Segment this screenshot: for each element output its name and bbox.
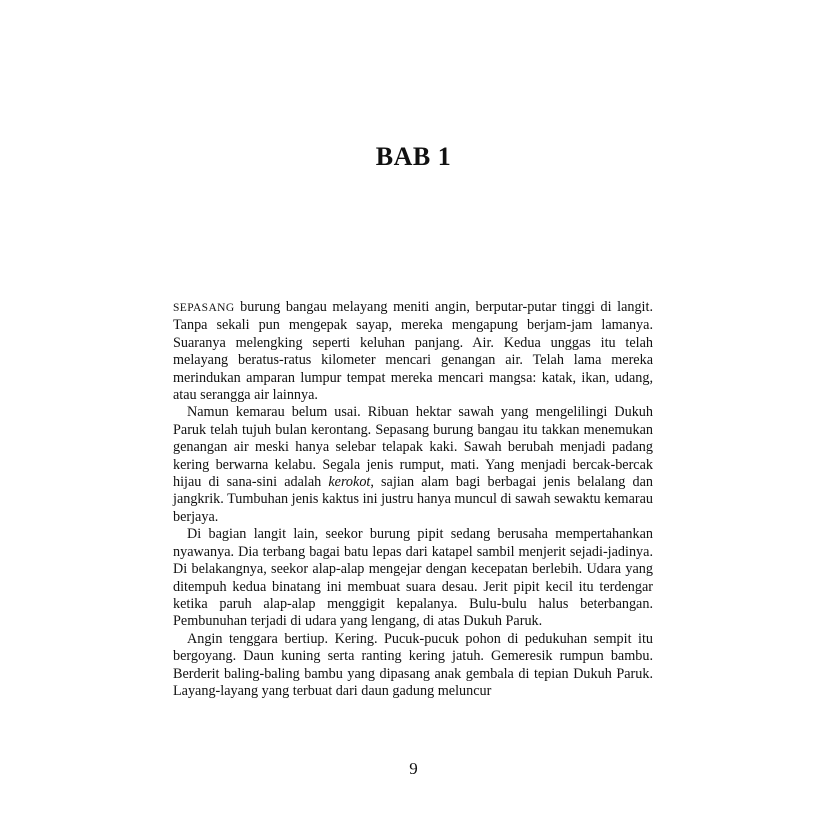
- paragraph-text: Angin tenggara bertiup. Kering. Pucuk-pucuk pohon di pedukuhan sempit itu bergoyang. Daun kuning serta ranting kering jatuh. Gemeresik rumpun bambu. Berderit baling-baling bambu yang dipasang anak gembala di tepian Dukuh Paruk. Layang-layang yang terbuat dari daun gadung meluncur: [173, 630, 653, 699]
- paragraph-2: [173, 404, 653, 526]
- paragraph-lead-word: SEPASANG: [173, 302, 235, 314]
- chapter-body: [173, 299, 653, 700]
- paragraph-text: burung bangau melayang meniti angin, berputar-putar tinggi di langit. Tanpa sekali pun mengepak sayap, mereka mengapung berjam-jam lamanya. Suaranya melengking seperti keluhan panjang. Air. Kedua unggas itu telah melayang beratus-ratus kilometer mencari genangan air. Telah lama mereka merindukan amparan lumpur tempat mereka mencari mangsa: katak, ikan, udang, atau serangga air lainnya.: [173, 299, 653, 404]
- paragraph-1: [173, 299, 653, 404]
- paragraph-3: [173, 526, 653, 630]
- paragraph-text: Di bagian langit lain, seekor burung pipit sedang berusaha mempertahankan nyawanya. Dia terbang bagai batu lepas dari katapel sambil menjerit sejadi-jadinya. Di belakangnya, seekor alap-alap mengejar dengan kecepatan berlebih. Udara yang ditempuh kedua binatang ini membuat suara desau. Jerit pipit kecil itu terdengar ketika paruh alap-alap menggigit kepalanya. Bulu-bulu halus beterbangan. Pembunuhan terjadi di udara yang lengang, di atas Dukuh Paruk.: [173, 526, 653, 630]
- paragraph-text: , sajian alam bagi berbagai jenis belalang dan jangkrik. Tumbuhan jenis kaktus ini justru hanya muncul di sawah sewaktu kemarau berjaya.: [173, 474, 654, 525]
- paragraph-text: Namun kemarau belum usai. Ribuan hektar sawah yang mengelilingi Dukuh Paruk telah tujuh bulan kerontang. Sepasang burung bangau itu takkan menemukan genangan air meski hanya selebar telapak kaki. Sawah berubah menjadi padang kering berwarna kelabu. Segala jenis rumput, mati. Yang menjadi bercak-bercak hijau di sana-sini adalah: [173, 404, 653, 491]
- page-number: 9: [409, 759, 418, 778]
- chapter-title: BAB 1: [375, 142, 452, 171]
- paragraph-4: [173, 631, 653, 701]
- italic-term: kerokot: [328, 474, 371, 491]
